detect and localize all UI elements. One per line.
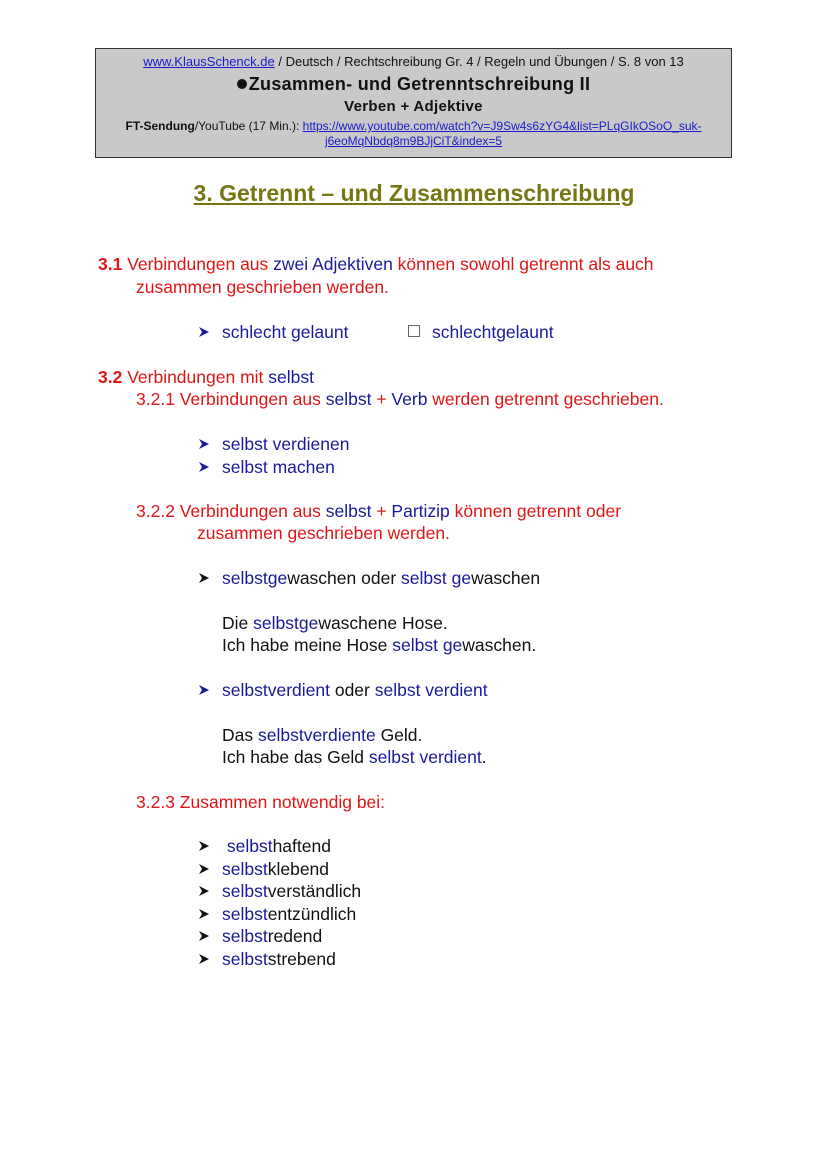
text: Das bbox=[222, 725, 258, 745]
example-item bbox=[198, 567, 540, 589]
text: selbstverdient bbox=[222, 680, 330, 700]
text: selbst bbox=[325, 389, 372, 409]
example-item bbox=[198, 433, 349, 455]
text: . bbox=[481, 747, 487, 767]
text: schlecht gelaunt bbox=[222, 322, 349, 342]
site-link[interactable]: www.KlausSchenck.de bbox=[143, 54, 275, 69]
text: Ich habe meine Hose bbox=[222, 635, 393, 655]
text: selbst bbox=[268, 367, 314, 387]
text: selbst bbox=[222, 858, 268, 879]
arrow-bullet-icon bbox=[198, 953, 210, 965]
text: selbstge bbox=[253, 613, 319, 633]
list-item bbox=[198, 835, 331, 857]
arrow-bullet-icon bbox=[198, 438, 210, 450]
text: selbst bbox=[222, 836, 273, 856]
text: selbst bbox=[222, 903, 268, 924]
example-sentence bbox=[222, 634, 536, 656]
list-item bbox=[198, 925, 322, 947]
text: selbst verdienen bbox=[222, 434, 350, 454]
header-title bbox=[96, 74, 731, 94]
text: klebend bbox=[267, 858, 330, 879]
document-header bbox=[95, 48, 732, 158]
section-3-1-line-1 bbox=[98, 253, 654, 275]
section-3-2-2-heading bbox=[136, 500, 621, 522]
list-item bbox=[198, 903, 356, 925]
section-number: 3.1 bbox=[98, 254, 123, 274]
header-title-text: Zusammen- und Getrenntschreibung II bbox=[248, 74, 591, 94]
text: selbst bbox=[222, 881, 268, 902]
arrow-bullet-icon bbox=[198, 840, 210, 852]
checkbox-glyph-icon bbox=[408, 325, 420, 337]
text: verständlich bbox=[267, 881, 362, 902]
example-item bbox=[408, 321, 554, 343]
text: Verb bbox=[391, 389, 428, 409]
arrow-bullet-icon bbox=[198, 461, 210, 473]
section-3-2-2-line-2: zusammen geschrieben werden. bbox=[197, 523, 450, 543]
page-title-text: 3. Getrennt – und Zusammenschreibung bbox=[193, 180, 635, 206]
text: waschen. bbox=[462, 635, 537, 655]
text: 3.2.1 Verbindungen aus bbox=[136, 389, 326, 409]
header-video-line bbox=[96, 119, 731, 149]
header-line-1 bbox=[96, 54, 731, 70]
ft-label: FT-Sendung bbox=[125, 119, 195, 133]
text: schlechtgelaunt bbox=[432, 322, 554, 342]
text: zwei bbox=[273, 254, 313, 274]
text: waschen bbox=[471, 568, 541, 588]
example-item bbox=[198, 456, 335, 478]
text: Verbindungen mit bbox=[122, 367, 269, 387]
text: selbstverdiente bbox=[257, 725, 376, 745]
text: redend bbox=[267, 926, 323, 947]
ft-rest: /YouTube (17 Min.): bbox=[194, 119, 303, 133]
text: Verbindungen aus bbox=[122, 254, 274, 274]
text: strebend bbox=[267, 949, 336, 969]
arrow-bullet-icon bbox=[198, 930, 210, 942]
list-item bbox=[198, 880, 361, 902]
text: Adjektiven bbox=[312, 254, 393, 274]
example-item bbox=[198, 679, 488, 701]
text: selbst machen bbox=[222, 457, 335, 477]
header-path: / Deutsch / Rechtschreibung Gr. 4 / Regeln und Übungen / S. 8 von 13 bbox=[274, 54, 684, 69]
example-sentence bbox=[222, 746, 487, 768]
text: waschen oder bbox=[287, 568, 402, 588]
header-subtitle: Verben + Adjektive bbox=[344, 98, 483, 115]
text: werden getrennt geschrieben. bbox=[427, 389, 664, 409]
text: 3.2.2 Verbindungen aus bbox=[136, 501, 326, 521]
text: selbst verdient bbox=[368, 747, 482, 767]
bullet-icon bbox=[237, 79, 247, 89]
arrow-bullet-icon bbox=[198, 684, 210, 696]
text: haftend bbox=[272, 836, 331, 856]
text: können sowohl getrennt als auch bbox=[392, 254, 654, 274]
arrow-bullet-icon bbox=[198, 326, 210, 338]
text: selbst ge bbox=[392, 635, 463, 655]
text: selbst verdient bbox=[374, 680, 488, 700]
section-3-2-1-heading bbox=[136, 388, 664, 410]
page-title bbox=[0, 180, 828, 207]
text: selbst bbox=[325, 501, 372, 521]
section-3-2-heading bbox=[98, 366, 314, 388]
text: waschene Hose. bbox=[318, 613, 448, 633]
text: Ich habe das Geld bbox=[222, 747, 369, 767]
section-3-1-line-2: zusammen geschrieben werden. bbox=[136, 277, 389, 297]
youtube-link[interactable]: https://www.youtube.com/watch?v=J9Sw4s6zYG4&list=PLqGIkOSoO_suk- bbox=[302, 119, 702, 133]
text: + bbox=[371, 501, 392, 521]
text: selbstge bbox=[222, 568, 288, 588]
text: können getrennt oder bbox=[449, 501, 622, 521]
section-3-2-3-heading: 3.2.3 Zusammen notwendig bei: bbox=[136, 792, 386, 812]
text: entzündlich bbox=[267, 903, 357, 924]
text: Partizip bbox=[391, 501, 450, 521]
text: selbst bbox=[222, 926, 268, 947]
arrow-bullet-icon bbox=[198, 572, 210, 584]
text: selbst ge bbox=[401, 568, 472, 588]
text: oder bbox=[329, 680, 375, 700]
example-sentence bbox=[222, 612, 448, 634]
example-sentence bbox=[222, 724, 422, 746]
text: selbst bbox=[222, 949, 268, 969]
example-item bbox=[198, 321, 348, 343]
section-number: 3.2 bbox=[98, 367, 123, 387]
list-item bbox=[198, 948, 336, 970]
text: + bbox=[371, 389, 392, 409]
text: Geld. bbox=[375, 725, 423, 745]
text: Die bbox=[222, 613, 254, 633]
youtube-link-cont[interactable]: j6eoMqNbdq8m9BJjCiT&index=5 bbox=[324, 134, 503, 148]
arrow-bullet-icon bbox=[198, 885, 210, 897]
arrow-bullet-icon bbox=[198, 863, 210, 875]
arrow-bullet-icon bbox=[198, 908, 210, 920]
list-item bbox=[198, 858, 329, 880]
